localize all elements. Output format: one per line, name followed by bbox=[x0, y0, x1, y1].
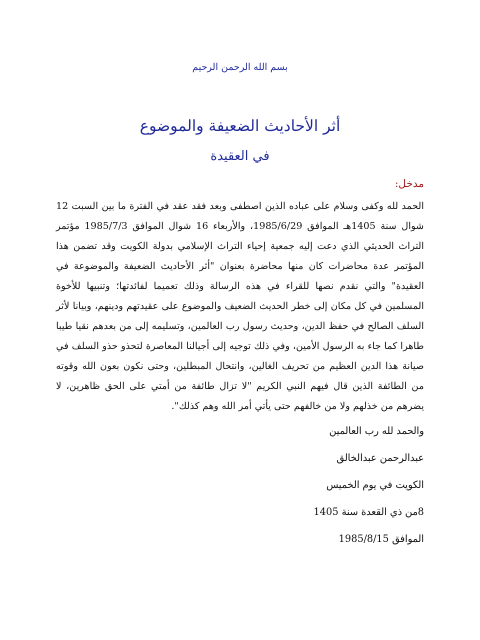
document-title: أثر الأحاديث الضعيفة والموضوع bbox=[139, 117, 341, 135]
gregorian-date: الموافق 1985/8/15 bbox=[338, 534, 424, 545]
intro-paragraph: الحمد لله وكفى وسلام على عباده الذين اصطفى وبعد فقد عقد في الفترة ما بين السبت 12 شوال سنة 1405هـ الموافق 1985/6/29، والأربعاء 16 شوال الموافق 1985/7/3 مؤتمر التراث الحديثي الذي دعت إليه جمعية إحياء التراث الإسلامي بدولة الكويت وقد تضمن هذا المؤتمر عدة محاضرات كان منها محاضرة بعنوان "أثر الأحاديث الضعيفة والموضوعة في العقيدة" والتي نقدم نصها للقراء في هذه الرسالة وذلك تعميما لفائدتها؛ وتنبيها للأخوة المسلمين في كل مكان إلى خطر الحديث الضعيف والموضوع على عقيدتهم ودينهم، وبيانا لأثر السلف الصالح في حفظ الدين، وحديث رسول رب العالمين، وتسليمه إلى من بعدهم نقيا طيبا طاهرا كما جاء به الرسول الأمين، وفي ذلك توجيه إلى أجيالنا المعاصرة لتحذو حذو السلف في صيانة هذا الدين العظيم من تحريف الغالين، وانتحال المبطلين، وحتى نكون بعون الله وقوته من الطائفة الذين قال فيهم النبي الكريم "لا تزال طائفة من أمتي على الحق ظاهرين، لا يضرهم من خذلهم ولا من خالفهم حتى يأتي أمر الله وهم كذلك". bbox=[56, 201, 424, 412]
document-subtitle: في العقيدة bbox=[210, 149, 270, 164]
author-name: عبدالرحمن عبدالخالق bbox=[336, 453, 424, 464]
intro-label: مدخل: bbox=[394, 178, 424, 190]
place-day: الكويت في يوم الخميس bbox=[326, 480, 424, 491]
basmala: بسم الله الرحمن الرحيم bbox=[192, 62, 288, 73]
hijri-date: 8من ذي القعدة سنة 1405 bbox=[313, 507, 424, 518]
closing-line: والحمد لله رب العالمين bbox=[329, 426, 424, 437]
